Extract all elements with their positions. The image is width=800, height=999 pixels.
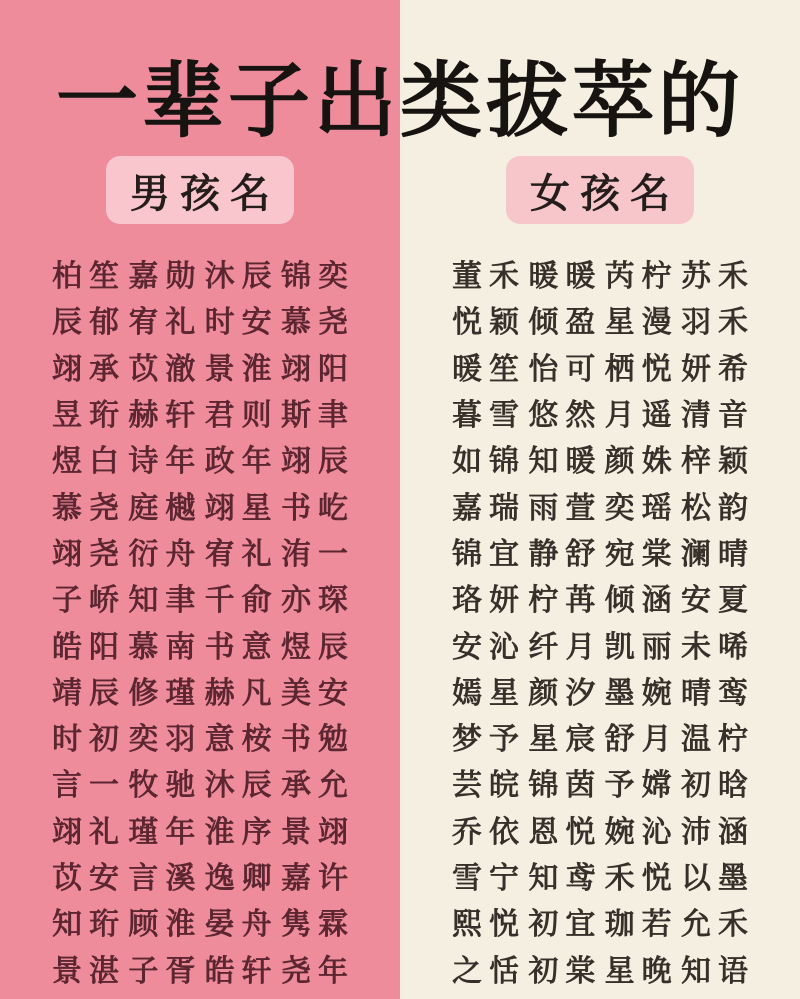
girl-name: 妍希 [680, 351, 755, 387]
girl-name: 晴鸾 [680, 675, 755, 711]
boy-name: 时初 [52, 722, 126, 758]
name-row [52, 898, 355, 944]
boy-name: 君则 [204, 398, 279, 434]
girls-name-list [452, 250, 755, 991]
boy-name: 辰郁 [52, 305, 126, 341]
girl-name: 澜晴 [680, 536, 755, 572]
girl-name: 梓颖 [680, 444, 755, 480]
name-row [52, 435, 355, 481]
girl-name: 星宸 [528, 722, 603, 758]
boy-name: 衍舟 [128, 536, 203, 572]
boy-name: 子峤 [52, 583, 126, 619]
boy-name: 庭樾 [128, 490, 203, 526]
boy-name: 翊礼 [52, 814, 126, 850]
girl-name: 静舒 [528, 536, 603, 572]
girl-name: 星晚 [604, 953, 679, 989]
girl-name: 以墨 [680, 861, 755, 896]
girl-name: 宛棠 [604, 536, 679, 572]
boy-name: 千俞 [204, 583, 279, 619]
boy-name: 时安 [204, 305, 279, 341]
name-row [452, 620, 755, 666]
boy-name: 诗年 [128, 444, 203, 480]
name-row [452, 852, 755, 898]
boy-name: 柏笙 [52, 259, 126, 295]
boy-name: 政年 [204, 444, 279, 480]
name-row [52, 944, 355, 990]
name-row [52, 250, 355, 296]
name-row [452, 898, 755, 944]
girl-name: 安沁 [452, 629, 526, 665]
girl-name: 雨萱 [528, 490, 603, 526]
boy-name: 景翊 [280, 814, 355, 850]
girl-name: 星漫 [604, 305, 679, 341]
name-row [52, 481, 355, 527]
girl-name: 知语 [680, 953, 755, 989]
girl-name: 凯丽 [604, 629, 679, 665]
name-row [52, 667, 355, 713]
girl-name: 羽禾 [680, 305, 755, 341]
name-row [52, 620, 355, 666]
name-row [52, 806, 355, 852]
girl-name: 安夏 [680, 583, 755, 619]
boy-name: 沐辰 [204, 259, 279, 295]
name-row [452, 759, 755, 805]
boy-name: 宥礼 [128, 305, 203, 341]
boy-name: 沐辰 [204, 768, 279, 804]
girl-name: 之恬 [452, 953, 526, 989]
girl-name: 奕瑶 [604, 490, 679, 526]
boy-name: 景湛 [52, 953, 126, 989]
name-row [452, 435, 755, 481]
girl-name: 芸皖 [452, 768, 526, 804]
boy-name: 靖辰 [52, 675, 126, 711]
girl-name: 温柠 [680, 722, 755, 758]
boy-name: 书屹 [280, 490, 355, 526]
name-row [452, 713, 755, 759]
boy-name: 慕尧 [280, 305, 355, 341]
girl-name: 锦茵 [528, 768, 603, 804]
boy-name: 知聿 [128, 583, 203, 619]
girl-name: 乔依 [452, 814, 526, 850]
girl-name: 暖暖 [528, 259, 603, 295]
boy-name: 嘉许 [280, 861, 355, 896]
girl-name: 悠然 [528, 398, 603, 434]
name-row [452, 944, 755, 990]
girl-name: 暖笙 [452, 351, 526, 387]
girl-name: 允禾 [680, 907, 755, 943]
boy-name: 赫轩 [128, 398, 203, 434]
boy-name: 嘉勋 [128, 259, 203, 295]
boy-name: 苡安 [52, 861, 126, 896]
boy-name: 皓阳 [52, 629, 126, 665]
boy-name: 翊辰 [280, 444, 355, 480]
boy-name: 宥礼 [204, 536, 279, 572]
name-row [452, 574, 755, 620]
boy-name: 瑾年 [128, 814, 203, 850]
girl-name: 珈若 [604, 907, 679, 943]
name-row [452, 389, 755, 435]
boy-name: 洧一 [280, 536, 355, 572]
name-row [452, 296, 755, 342]
girl-name: 芮柠 [604, 259, 679, 295]
girl-name: 婉沁 [604, 814, 679, 850]
boy-name: 翊尧 [52, 536, 126, 572]
boy-name: 承允 [280, 768, 355, 804]
boy-name: 翊星 [204, 490, 279, 526]
girls-badge: 女孩名 [506, 156, 694, 224]
boy-name: 煜辰 [280, 629, 355, 665]
girl-name: 董禾 [452, 259, 526, 295]
girl-name: 知暖 [528, 444, 603, 480]
girl-name: 颜姝 [604, 444, 679, 480]
name-row [52, 389, 355, 435]
boy-name: 知珩 [52, 907, 126, 943]
boy-name: 景淮 [204, 351, 279, 387]
boy-name: 斯聿 [280, 398, 355, 434]
girl-name: 颜汐 [528, 675, 603, 711]
boy-name: 晏舟 [204, 907, 279, 943]
boy-name: 意桉 [204, 722, 279, 758]
boy-name: 言溪 [128, 861, 203, 896]
girl-name: 雪宁 [452, 861, 526, 896]
name-row [52, 343, 355, 389]
girls-panel [400, 0, 800, 999]
boy-name: 子胥 [128, 953, 203, 989]
boy-name: 慕尧 [52, 490, 126, 526]
boy-name: 书意 [204, 629, 279, 665]
page-title: 一辈子出类拔萃的 [55, 53, 744, 149]
boys-badge: 男孩名 [106, 156, 294, 224]
boy-name: 书勉 [280, 722, 355, 758]
boy-name: 尧年 [280, 953, 355, 989]
girl-name: 予嫦 [604, 768, 679, 804]
girl-name: 初棠 [528, 953, 603, 989]
name-row [452, 343, 755, 389]
boys-name-list [52, 250, 355, 991]
girl-name: 月遥 [604, 398, 679, 434]
name-row [52, 296, 355, 342]
girl-name: 未唏 [680, 629, 755, 665]
girl-name: 墨婉 [604, 675, 679, 711]
name-row [452, 667, 755, 713]
girl-name: 珞妍 [452, 583, 526, 619]
boy-name: 亦琛 [280, 583, 355, 619]
boy-name: 苡澈 [128, 351, 203, 387]
girl-name: 倾盈 [528, 305, 603, 341]
girl-name: 苏禾 [680, 259, 755, 295]
boy-name: 奕羽 [128, 722, 203, 758]
girl-name: 熙悦 [452, 907, 526, 943]
boy-name: 翊阳 [280, 351, 355, 387]
name-row [52, 574, 355, 620]
boy-name: 煜白 [52, 444, 126, 480]
boy-name: 昱珩 [52, 398, 126, 434]
girl-name: 梦予 [452, 722, 526, 758]
name-row [52, 528, 355, 574]
boy-name: 翊承 [52, 351, 126, 387]
girl-name: 锦宜 [452, 536, 526, 572]
girl-name: 如锦 [452, 444, 526, 480]
boy-name: 牧驰 [128, 768, 203, 804]
boy-name: 修瑾 [128, 675, 203, 711]
boy-name: 慕南 [128, 629, 203, 665]
girl-name: 栖悦 [604, 351, 679, 387]
name-row [52, 852, 355, 898]
boy-name: 锦奕 [280, 259, 355, 295]
girl-name: 嘉瑞 [452, 490, 526, 526]
girl-name: 初晗 [680, 768, 755, 804]
boy-name: 言一 [52, 768, 126, 804]
girl-name: 倾涵 [604, 583, 679, 619]
name-row [52, 713, 355, 759]
name-row [452, 806, 755, 852]
girl-name: 沛涵 [680, 814, 755, 850]
name-row [52, 759, 355, 805]
girl-name: 清音 [680, 398, 755, 434]
girl-name: 悦颖 [452, 305, 526, 341]
boy-name: 美安 [280, 675, 355, 711]
girl-name: 初宜 [528, 907, 603, 943]
girl-name: 暮雪 [452, 398, 526, 434]
boy-name: 淮序 [204, 814, 279, 850]
girl-name: 纤月 [528, 629, 603, 665]
girl-name: 舒月 [604, 722, 679, 758]
girl-name: 柠苒 [528, 583, 603, 619]
girl-name: 嫣星 [452, 675, 526, 711]
boy-name: 皓轩 [204, 953, 279, 989]
girl-name: 松韵 [680, 490, 755, 526]
boy-name: 逸卿 [204, 861, 279, 896]
name-row [452, 528, 755, 574]
name-row [452, 250, 755, 296]
boy-name: 隽霖 [280, 907, 355, 943]
boy-name: 赫凡 [204, 675, 279, 711]
girl-name: 恩悦 [528, 814, 603, 850]
boy-name: 顾淮 [128, 907, 203, 943]
girl-name: 禾悦 [604, 861, 679, 896]
name-row [452, 481, 755, 527]
girl-name: 知鸢 [528, 861, 603, 896]
girl-name: 怡可 [528, 351, 603, 387]
